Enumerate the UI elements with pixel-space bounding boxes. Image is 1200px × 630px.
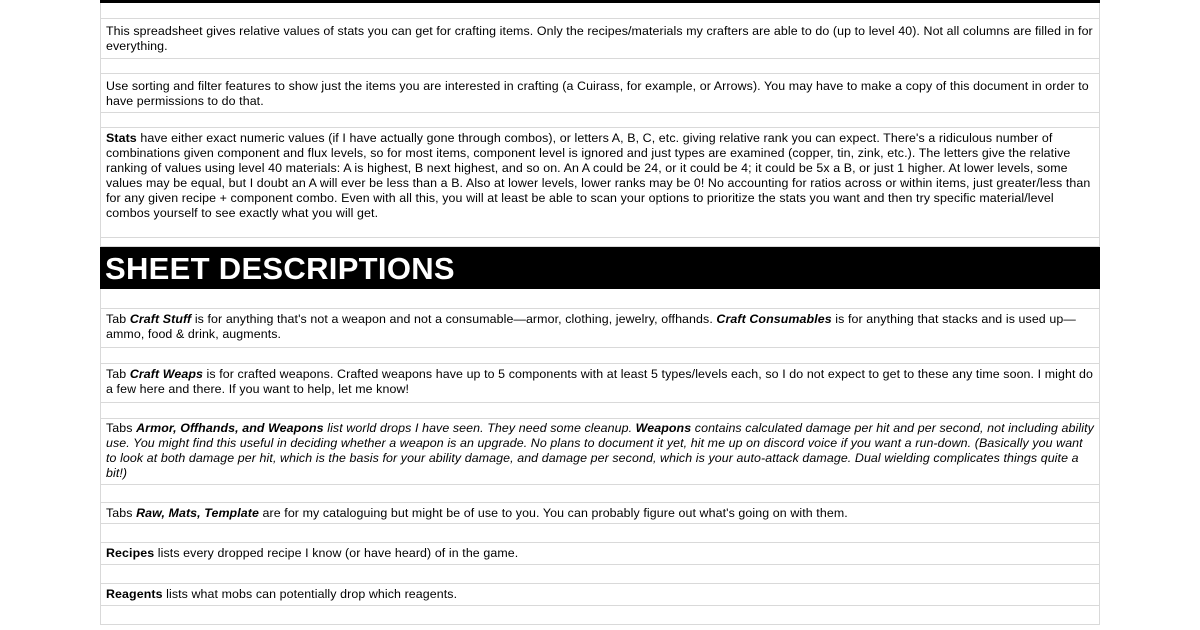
intro-paragraph-stats bbox=[100, 128, 1100, 238]
section-heading bbox=[100, 247, 1100, 289]
desc-text: are for my cataloguing but might be of use to you. You can probably figure out what's going on with them. bbox=[258, 506, 848, 520]
intro-paragraph-sorting bbox=[100, 74, 1100, 113]
spreadsheet bbox=[100, 3, 1100, 625]
intro-text: have either exact numeric values (if I have actually gone through combos), or letters A, B, C, etc. giving relative rank you can expect. There's a ridiculous number of combinations given component and flux levels, so for most items, component level is ignored and just types are examined (copper, tin, zink, etc.). The letters give the relative ranking of values using level 40 materials: A is highest, B next highest, and so on. An A could be 24, or it could be 4; it could be 5x a B, or just 1 higher. At lower levels, some values may be equal, but I doubt an A will ever be less than a B. Also at lower levels, lower ranks may be 0! No accounting for ratios across or within items, just greater/less than for any given recipe + component combo. Even with all this, you will at least be able to scan your options to prioritize the stats you want and then try specific material/level combos yourself to see exactly what you will get. bbox=[106, 131, 1091, 220]
tab-name-armor-offhands-weapons: Armor, Offhands, and Weapons bbox=[136, 421, 324, 435]
empty-row bbox=[100, 524, 1100, 543]
empty-row bbox=[100, 565, 1100, 584]
desc-text: Tabs bbox=[106, 421, 137, 435]
desc-text: is for anything that stacks and is used up—ammo, food & drink, augments. bbox=[106, 312, 1076, 341]
desc-recipes bbox=[100, 543, 1100, 565]
desc-text: list world drops I have seen. They need some cleanup. bbox=[323, 421, 636, 435]
tab-name-reagents: Reagents bbox=[106, 587, 163, 601]
empty-row bbox=[100, 59, 1100, 74]
empty-row bbox=[100, 606, 1100, 625]
desc-world-drops bbox=[100, 419, 1100, 485]
empty-row bbox=[100, 289, 1100, 309]
desc-text: Tab bbox=[106, 312, 130, 326]
desc-raw-mats-template bbox=[100, 503, 1100, 524]
desc-reagents bbox=[100, 584, 1100, 606]
empty-row bbox=[100, 3, 1100, 19]
desc-craft-stuff bbox=[100, 309, 1100, 348]
desc-text: is for crafted weapons. Crafted weapons have up to 5 components with at least 5 types/levels each, so I do not expect to get to these any time soon. I might do a few here and there. If you want to help, let me know! bbox=[106, 367, 1094, 396]
stats-label: Stats bbox=[106, 131, 137, 145]
tab-name-craft-weaps: Craft Weaps bbox=[129, 367, 203, 381]
tab-name-craft-stuff: Craft Stuff bbox=[129, 312, 192, 326]
desc-text: is for anything that's not a weapon and not a consumable—armor, clothing, jewelry, offhands. bbox=[191, 312, 717, 326]
intro-text: This spreadsheet gives relative values of stats you can get for crafting items. Only the recipes/materials my crafters are able to do (up to level 40). Not all columns are filled in for everything. bbox=[106, 24, 1093, 53]
desc-text: lists what mobs can potentially drop which reagents. bbox=[162, 587, 458, 601]
empty-row bbox=[100, 238, 1100, 247]
desc-text: contains calculated damage per hit and per second, not including ability use. You might find this useful in deciding whether a weapon is an upgrade. No plans to document it yet, hit me up on discord voice if you want a run-down. (Basically you want to look at both damage per hit, which is the basis for your ability damage, and damage per second, which is your auto-attack damage. Dual wielding complicates things quite a bit!) bbox=[106, 421, 1094, 480]
empty-row bbox=[100, 485, 1100, 503]
tab-name-recipes: Recipes bbox=[106, 546, 155, 560]
intro-text: Use sorting and filter features to show just the items you are interested in crafting (a Cuirass, for example, or Arrows). You may have to make a copy of this document in order to have permissions to do that. bbox=[106, 79, 1089, 108]
desc-text: lists every dropped recipe I know (or have heard) of in the game. bbox=[154, 546, 519, 560]
section-heading-text: SHEET DESCRIPTIONS bbox=[105, 251, 455, 286]
empty-row bbox=[100, 403, 1100, 419]
tab-name-craft-consumables: Craft Consumables bbox=[716, 312, 832, 326]
intro-paragraph-overview bbox=[100, 19, 1100, 59]
empty-row bbox=[100, 113, 1100, 128]
desc-text: Tab bbox=[106, 367, 130, 381]
empty-row bbox=[100, 348, 1100, 364]
desc-craft-weaps bbox=[100, 364, 1100, 403]
desc-text: Tabs bbox=[106, 506, 137, 520]
tab-name-raw-mats-template: Raw, Mats, Template bbox=[136, 506, 259, 520]
tab-name-weapons: Weapons bbox=[635, 421, 692, 435]
